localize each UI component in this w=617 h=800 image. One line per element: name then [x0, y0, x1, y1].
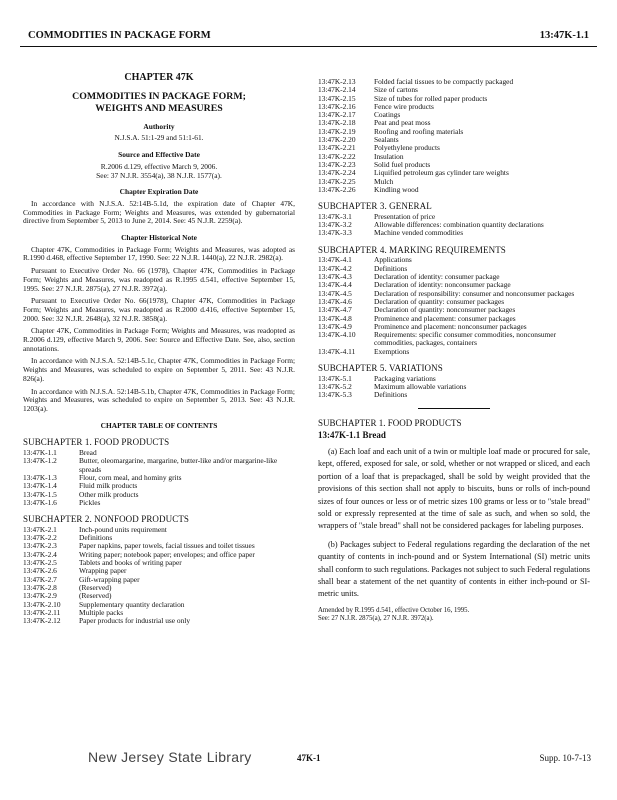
source-heading: Source and Effective Date — [118, 150, 200, 160]
right-column — [318, 50, 590, 624]
toc-entry-title: Definitions — [79, 533, 113, 543]
toc-entry-number: 13:47K-2.14 — [318, 85, 356, 95]
toc-entry-number: 13:47K-2.22 — [318, 151, 356, 161]
toc-entry — [318, 136, 590, 144]
toc-entry-number: 13:47K-2.18 — [318, 118, 356, 128]
toc-entry-number: 13:47K-2.3 — [23, 541, 57, 551]
toc-entry-number: 13:47K-2.21 — [318, 143, 356, 153]
toc-entry-title: Requirements: specific consumer commodities, nonconsumer commodities, packages, containers — [374, 330, 557, 348]
toc-entry-title: Bread — [79, 448, 97, 458]
toc-entry-number: 13:47K-4.1 — [318, 255, 352, 265]
source-line-2: See: 37 N.J.R. 3554(a), 38 N.J.R. 1577(a). — [96, 170, 222, 180]
page-number: 47K-1 — [297, 753, 321, 763]
toc-entry-title: Size of tubes for rolled paper products — [374, 93, 488, 103]
toc-entry-title: Applications — [374, 255, 412, 265]
toc-entry — [318, 95, 590, 103]
toc-entry — [318, 331, 590, 348]
toc-entry — [318, 169, 590, 177]
amendment-line-2: See: 27 N.J.R. 2875(a), 27 N.J.R. 3972(a). — [318, 615, 434, 623]
toc-entry-number: 13:47K-4.11 — [318, 346, 356, 356]
toc-entry-title: Declaration of identity: consumer package — [374, 272, 500, 282]
toc-entry-title: Fluid milk products — [79, 481, 138, 491]
toc-entry — [318, 383, 590, 391]
toc-entry-number: 13:47K-3.3 — [318, 228, 352, 238]
toc-entry-title: Prominence and placement: consumer packages — [374, 313, 516, 323]
toc-subchapter-5-title: SUBCHAPTER 5. VARIATIONS — [318, 363, 443, 374]
toc-entry-number: 13:47K-2.16 — [318, 101, 356, 111]
toc-entry — [318, 78, 590, 86]
toc-entry — [23, 567, 295, 575]
section-divider — [418, 408, 490, 409]
toc-entry-title: Presentation of price — [374, 211, 436, 221]
toc-entry — [23, 576, 295, 584]
toc-entry-title: Machine vended commodities — [374, 228, 464, 238]
toc-entry-title: Exemptions — [374, 346, 410, 356]
toc-entry-number: 13:47K-2.17 — [318, 110, 356, 120]
toc-entry — [318, 153, 590, 161]
toc-entry-title: Inch-pound units requirement — [79, 524, 167, 534]
toc-entry — [23, 559, 295, 567]
toc-entry — [318, 186, 590, 194]
toc-entry-title: Declaration of responsibility: consumer and nonconsumer packages — [374, 288, 575, 298]
toc-entry-number: 13:47K-2.20 — [318, 135, 356, 145]
toc-subchapter-4-title: SUBCHAPTER 4. MARKING REQUIREMENTS — [318, 244, 506, 255]
toc-entry-number: 13:47K-4.3 — [318, 272, 352, 282]
chapter-title-line2: WEIGHTS AND MEASURES — [95, 102, 223, 114]
toc-entry-title: Paper products for industrial use only — [79, 616, 191, 626]
toc-entry-title: Multiple packs — [79, 607, 124, 617]
toc-entry — [23, 499, 295, 507]
toc-entry-title: Other milk products — [79, 489, 139, 499]
toc-entry-title: Wrapping paper — [79, 566, 127, 576]
toc-entry-number: 13:47K-2.8 — [23, 582, 57, 592]
toc-entry-title: Kindling wood — [374, 184, 419, 194]
toc-entry-number: 13:47K-4.4 — [318, 280, 352, 290]
toc-entry-number: 13:47K-4.9 — [318, 321, 352, 331]
toc-entry-number: 13:47K-2.1 — [23, 524, 57, 534]
toc-entry-number: 13:47K-2.9 — [23, 591, 57, 601]
toc-entry-title: Declaration of identity: nonconsumer package — [374, 280, 511, 290]
toc-entry-number: 13:47K-1.1 — [23, 448, 57, 458]
history-paragraph: Chapter 47K, Commodities in Package Form; Weights and Measures, was adopted as R.1990 d.468, effective September 17, 1990. See: 22 N.J.R. 1440(a), 22 N.J.R. 2982(a). — [23, 244, 295, 263]
section-heading: 13:47K-1.1 Bread — [318, 430, 386, 441]
toc-entry-title: Writing paper; notebook paper; envelopes; and office paper — [79, 549, 255, 559]
toc-entry-title: Insulation — [374, 151, 404, 161]
toc-entry — [23, 457, 295, 474]
toc-entry — [23, 482, 295, 490]
chapter-title — [23, 91, 295, 115]
toc-entry — [23, 526, 295, 534]
toc-entry-title: Size of cartons — [374, 85, 418, 95]
toc-entry-title: Pickles — [79, 497, 101, 507]
toc-entry-title: (Reserved) — [79, 582, 112, 592]
toc-subchapter-1-title: SUBCHAPTER 1. FOOD PRODUCTS — [23, 437, 170, 448]
history-paragraph: In accordance with N.J.S.A. 52:14B-5.1b, Chapter 47K, Commodities in Package Form; Weights and Measures, was scheduled to expire on September 5, 2013. See: 43 N.J.R. 1203(a). — [23, 386, 295, 413]
toc-entry-title: Solid fuel products — [374, 159, 431, 169]
history-paragraph: Pursuant to Executive Order No. 66 (1978), Chapter 47K, Commodities in Package Form; Weights and Measures, was readopted as R.1995 d.541, effective September 15, 1995. See: 27 N.J.R. 2875(a), 27 N.J.R. 3972(a). — [23, 266, 295, 293]
toc-entry-number: 13:47K-4.10 — [318, 330, 356, 340]
toc-entry-number: 13:47K-2.6 — [23, 566, 57, 576]
toc-entry — [318, 103, 590, 111]
toc-entry-title: Sealants — [374, 135, 399, 145]
toc-entry-title: Liquified petroleum gas cylinder tare weights — [374, 168, 509, 178]
toc-entry-number: 13:47K-4.7 — [318, 305, 352, 315]
toc-entry-number: 13:47K-1.6 — [23, 497, 57, 507]
toc-entry-number: 13:47K-4.8 — [318, 313, 352, 323]
history-paragraph: In accordance with N.J.S.A. 52:14B-5.1c, Chapter 47K, Commodities in Package Form; Weights and Measures, was scheduled to expire on September 5, 2011. See: 43 N.J.R. 826(a). — [23, 356, 295, 383]
toc-entry-number: 13:47K-1.4 — [23, 481, 57, 491]
toc-entry — [23, 601, 295, 609]
toc-entry-number: 13:47K-2.10 — [23, 599, 61, 609]
history-heading: Chapter Historical Note — [121, 233, 197, 243]
toc-entry-title: Gift-wrapping paper — [79, 574, 140, 584]
toc-entry — [318, 144, 590, 152]
toc-entry-number: 13:47K-4.6 — [318, 296, 352, 306]
toc-entry-number: 13:47K-3.1 — [318, 211, 352, 221]
toc-entry — [23, 474, 295, 482]
toc-entry-number: 13:47K-2.15 — [318, 93, 356, 103]
amendment-line-1: Amended by R.1995 d.541, effective October 16, 1995. — [318, 606, 470, 614]
toc-entry-title: Butter, oleomargarine, margarine, butter-like and/or margarine-like spreads — [79, 456, 278, 474]
toc-entry-title: Definitions — [374, 263, 408, 273]
toc-entry-title: Flour, corn meal, and hominy grits — [79, 472, 182, 482]
toc-entry-title: Allowable differences: combination quantity declarations — [374, 220, 544, 230]
toc-entry — [23, 491, 295, 499]
toc-entry — [318, 111, 590, 119]
history-paragraph: Pursuant to Executive Order No. 66(1978), Chapter 47K, Commodities in Package Form; Weights and Measures, was readopted as R.2000 d.416, effective September 15, 2000. See: 32 N.J.R. 2648(a), 32 N.J.R. 3858(a). — [23, 296, 295, 323]
toc-entry-number: 13:47K-2.7 — [23, 574, 57, 584]
toc-entry-title: Prominence and placement: nonconsumer packages — [374, 321, 527, 331]
toc-subchapter-4 — [318, 256, 590, 356]
toc-entry-title: Declaration of quantity: consumer packages — [374, 296, 505, 306]
authority-heading: Authority — [143, 121, 175, 131]
toc-entry-number: 13:47K-1.3 — [23, 472, 57, 482]
toc-entry-number: 13:47K-5.3 — [318, 390, 352, 400]
toc-entry-title: Declaration of quantity: nonconsumer packages — [374, 305, 516, 315]
body-subchapter-title: SUBCHAPTER 1. FOOD PRODUCTS — [318, 417, 462, 428]
toc-subchapter-2-title: SUBCHAPTER 2. NONFOOD PRODUCTS — [23, 514, 190, 525]
toc-subchapter-5 — [318, 375, 590, 400]
toc-entry-title: (Reserved) — [79, 591, 112, 601]
toc-entry-title: Peat and peat moss — [374, 118, 431, 128]
toc-entry-title: Mulch — [374, 176, 394, 186]
toc-subchapter-3 — [318, 213, 590, 238]
toc-entry — [318, 391, 590, 399]
amendment-note — [318, 607, 590, 624]
left-column — [23, 50, 295, 625]
toc-subchapter-2-part-2 — [318, 78, 590, 194]
library-watermark: New Jersey State Library — [88, 749, 252, 765]
chapter-title-line1: COMMODITIES IN PACKAGE FORM; — [72, 90, 246, 102]
toc-entry-number: 13:47K-3.2 — [318, 220, 352, 230]
toc-entry-number: 13:47K-2.2 — [23, 533, 57, 543]
paragraph-a: (a) Each loaf and each unit of a twin or multiple loaf made or procured for sale, kept, offered, exposed for sale, or sold, whether or not wrapped or sliced, and each portion of a loaf that is prepackaged, shall be sold by weight provided that the provisions of this section shall not apply to biscuits, buns or rolls of inch-pound sizes of four ounces or less or of metric sizes 100 grams or less or to "stale bread" sold or expressly represented at the time of sale as such, and when so sold, the wrappers of "stale bread" shall not be considered packages for labeling purposes. — [318, 447, 590, 531]
toc-entry-title: Coatings — [374, 110, 401, 120]
toc-entry — [318, 229, 590, 237]
toc-entry-number: 13:47K-2.5 — [23, 558, 57, 568]
header-rule — [20, 46, 597, 47]
toc-entry-title: Polyethylene products — [374, 143, 440, 153]
running-head — [20, 30, 597, 44]
toc-entry-number: 13:47K-1.2 — [23, 456, 57, 466]
toc-entry-number: 13:47K-5.1 — [318, 373, 352, 383]
toc-entry — [318, 128, 590, 136]
toc-entry-title: Definitions — [374, 390, 408, 400]
chapter-number: CHAPTER 47K — [124, 72, 194, 83]
running-head-title: COMMODITIES IN PACKAGE FORM — [28, 30, 211, 41]
toc-subchapter-2-part-1 — [23, 526, 295, 626]
toc-entry-title: Packaging variations — [374, 373, 436, 383]
toc-entry-title: Paper napkins, paper towels, facial tissues and toilet tissues — [79, 541, 255, 551]
toc-entry — [318, 256, 590, 264]
toc-subchapter-1 — [23, 449, 295, 507]
toc-entry-number: 13:47K-2.25 — [318, 176, 356, 186]
toc-entry-number: 13:47K-2.19 — [318, 126, 356, 136]
toc-entry — [23, 617, 295, 625]
toc-entry-title: Maximum allowable variations — [374, 382, 467, 392]
authority-text: N.J.S.A. 51:1-29 and 51:1-61. — [114, 133, 204, 143]
toc-heading: CHAPTER TABLE OF CONTENTS — [100, 420, 218, 430]
toc-entry-number: 13:47K-5.2 — [318, 382, 352, 392]
toc-entry-title: Fence wire products — [374, 101, 434, 111]
expiration-text: In accordance with N.J.S.A. 52:14B-5.1d, the expiration date of Chapter 47K, Commodities in Package Form; Weights and Measures, was extended by gubernatorial directive from September 5, 2013 to June 2, 2014. See: 45 N.J.R. 2259(a). — [23, 198, 295, 226]
toc-entry-number: 13:47K-2.24 — [318, 168, 356, 178]
toc-entry-number: 13:47K-2.12 — [23, 616, 61, 626]
source-line-1: R.2006 d.129, effective March 9, 2006. — [100, 161, 218, 171]
toc-entry — [318, 178, 590, 186]
toc-entry-number: 13:47K-1.5 — [23, 489, 57, 499]
toc-entry-number: 13:47K-2.23 — [318, 159, 356, 169]
toc-entry-number: 13:47K-2.13 — [318, 77, 356, 86]
toc-entry-number: 13:47K-2.11 — [23, 607, 61, 617]
toc-entry-number: 13:47K-4.2 — [318, 263, 352, 273]
running-head-section: 13:47K-1.1 — [539, 30, 589, 41]
supplement-date: Supp. 10-7-13 — [539, 753, 591, 763]
toc-entry-number: 13:47K-2.26 — [318, 184, 356, 194]
paragraph-b: (b) Packages subject to Federal regulations regarding the declaration of the net quantity of contents in inch-pound and or System International (SI) metric units shall conform to such regulations. Packages not subject to such Federal regulations shall bear a statement of the net quantity of contents in either inch-pound or SI-metric units. — [318, 539, 590, 599]
toc-entry-number: 13:47K-4.5 — [318, 288, 352, 298]
toc-entry — [23, 584, 295, 592]
toc-entry-title: Supplementary quantity declaration — [79, 599, 185, 609]
expiration-heading: Chapter Expiration Date — [119, 187, 199, 197]
toc-entry-title: Roofing and roofing materials — [374, 126, 464, 136]
toc-entry-number: 13:47K-2.4 — [23, 549, 57, 559]
toc-entry — [318, 348, 590, 356]
toc-entry-title: Tablets and books of writing paper — [79, 558, 182, 568]
history-paragraph: Chapter 47K, Commodities in Package Form; Weights and Measures, was readopted as R.2006 d.129, effective March 9, 2006. See: Source and Effective Date. See, also, section annotations. — [23, 326, 295, 353]
toc-subchapter-3-title: SUBCHAPTER 3. GENERAL — [318, 201, 432, 212]
toc-entry-title: Folded facial tissues to be compactly packaged — [374, 77, 514, 86]
